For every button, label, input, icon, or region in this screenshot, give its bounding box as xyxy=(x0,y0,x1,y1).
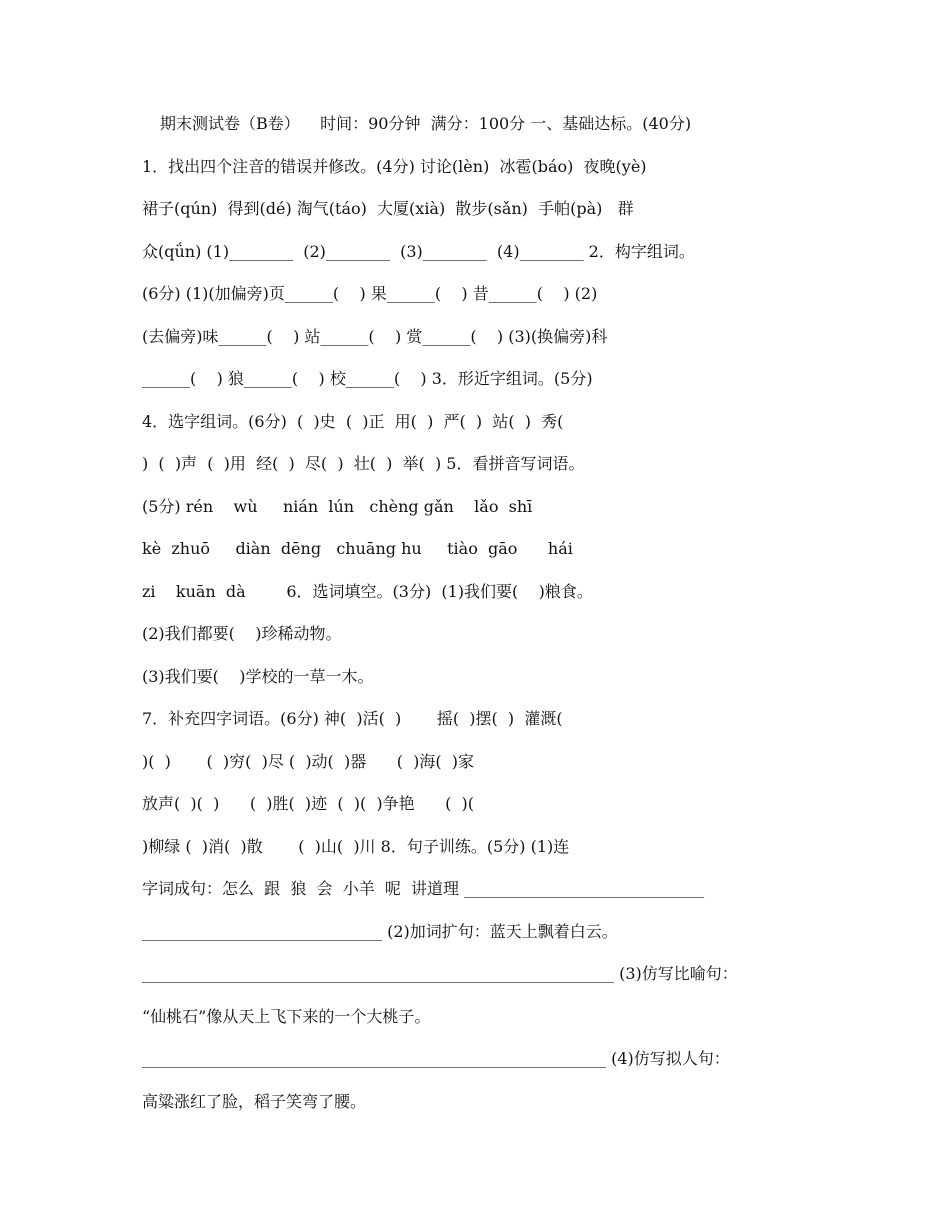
question-8-line: 高粱涨红了脸，稻子笑弯了腰。 xyxy=(142,1091,367,1111)
question-1-answer-line: 众(qǘn) (1)________ (2)________ (3)________ (4)________ 2．构字组词。 xyxy=(142,241,695,261)
question-2-3-line: ______( ) 狼______( ) 校______( ) 3．形近字组词。(5分) xyxy=(142,369,593,388)
question-1-line: 1．找出四个注音的错误并修改。(4分) 讨论(lèn) 冰雹(báo) 夜晚(yè) xyxy=(142,156,647,176)
pinyin-line: (5分) rén wù nián lún chèng gǎn lǎo shī xyxy=(142,496,533,516)
question-4-line: 4．选字组词。(6分) ( )史 ( )正 用( ) 严( ) 站( ) 秀( xyxy=(142,411,564,431)
question-7-line: )( ) ( )穷( )尽 ( )动( )器 ( )海( )家 xyxy=(142,751,475,771)
pinyin-line: kè zhuō diàn dēng chuāng hu tiào gāo hái xyxy=(142,539,573,558)
question-6-line: (2)我们都要( )珍稀动物。 xyxy=(142,624,342,643)
question-8-line: ___________________________________________________________ (3)仿写比喻句： xyxy=(142,964,738,983)
exam-document xyxy=(142,103,820,1123)
question-4-5-line: ) ( )声 ( )用 经( ) 尽( ) 壮( ) 举( ) 5．看拼音写词语。 xyxy=(142,454,585,473)
question-7-8-line: )柳绿 ( )消( )散 ( )山( )川 8．句子训练。(5分) (1)连 xyxy=(142,836,570,856)
question-7-line: 放声( )( ) ( )胜( )迹 ( )( )争艳 ( )( xyxy=(142,794,475,813)
question-1-line: 裙子(qún) 得到(dé) 淘气(táo) 大厦(xià) 散步(sǎn) 手帕(pà) 群 xyxy=(142,199,634,218)
question-8-line: __________________________________________________________ (4)仿写拟人句： xyxy=(142,1049,730,1068)
question-8-line: “仙桃石”像从天上飞下来的一个大桃子。 xyxy=(142,1006,431,1026)
question-8-line: 字词成句：怎么 跟 狼 会 小羊 呢 讲道理 ______________________________ xyxy=(142,879,705,898)
question-6-line: (3)我们要( )学校的一草一木。 xyxy=(142,666,374,686)
question-6-line: zi kuān dà 6．选词填空。(3分) (1)我们要( )粮食。 xyxy=(142,581,593,601)
question-2-line: (6分) (1)(加偏旁)页______( ) 果______( ) 昔______( ) (2) xyxy=(142,284,598,303)
question-7-line: 7．补充四字词语。(6分) 神( )活( ) 摇( )摆( ) 灌溉( xyxy=(142,709,563,728)
exam-title-line: 期末测试卷（B卷） 时间：90分钟 满分：100分 一、基础达标。(40分) xyxy=(160,114,692,133)
question-8-line: ______________________________ (2)加词扩句：蓝天上飘着白云。 xyxy=(142,921,618,941)
question-2-line: (去偏旁)味______( ) 站______( ) 赏______( ) (3)(换偏旁)科 xyxy=(142,326,608,346)
